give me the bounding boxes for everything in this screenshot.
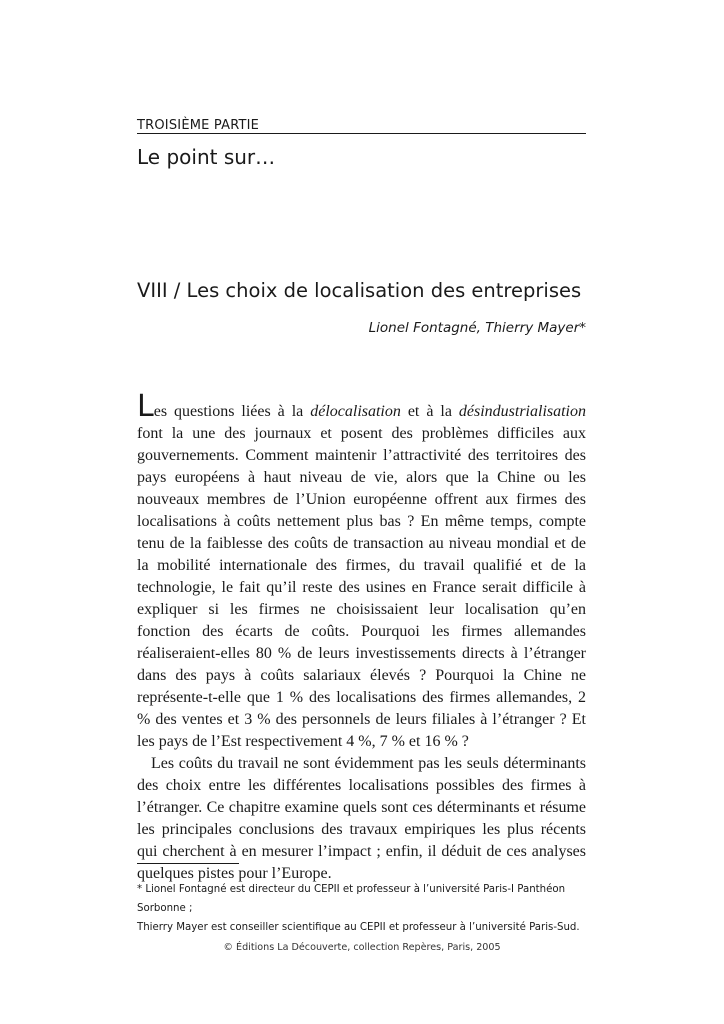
part-label: TROISIÈME PARTIE	[137, 118, 260, 133]
paragraph-text: et à la	[400, 403, 459, 420]
emphasis-term: délocalisation	[310, 403, 401, 420]
footnote-line: * Lionel Fontagné est directeur du CEPII et professeur à l’université Paris-I Panthéon Sorbonne ;	[137, 884, 566, 914]
copyright-notice: © Éditions La Découverte, collection Repères, Paris, 2005	[223, 942, 501, 953]
paragraph-text: font la une des journaux et posent des problèmes difficiles aux gouvernements. Comment maintenir l’attractivité des territoires des pays européens à haut niveau de vie, alors que la Chine ou les nouveaux membres de l’Union européenne offrent aux firmes des localisations à coûts nettement plus bas ? En même temps, compte tenu de la faiblesse des coûts de transaction au niveau mondial et de la mobilité internationale des firmes, du travail qualifié et de la technologie, le fait qu’il reste des usines en France serait difficile à expliquer si les firmes ne choisissaient leur localisation qu’en fonction des écarts de coûts. Pourquoi les firmes allemandes réaliseraient-elles 80 % de leurs investissements directs à l’étranger dans des pays à coûts salariaux élevés ? Pourquoi la Chine ne représente-t-elle que 1 % des localisations des firmes allemandes, 2 % des ventes et 3 % des personnels de leurs filiales à l’étranger ? Et les pays de l’Est respectivement 4 %, 7 % et 16 % ?	[137, 425, 586, 750]
body-paragraph-1	[137, 389, 586, 753]
part-title: Le point sur…	[137, 145, 276, 169]
paragraph-text: es questions liées à la	[153, 403, 311, 420]
body-paragraph-2: Les coûts du travail ne sont évidemment pas les seuls déterminants des choix entre les différentes localisations possibles des firmes à l’étranger. Ce chapitre examine quels sont ces déterminants et résume les principales conclusions des travaux empiriques les plus récents qui cherchent à en mesurer l’impact ; enfin, il déduit de ces analyses quelques pistes pour l’Europe.	[137, 755, 586, 882]
drop-cap: L	[137, 389, 154, 424]
chapter-title: VIII / Les choix de localisation des entreprises	[137, 279, 582, 302]
chapter-body	[137, 389, 586, 885]
emphasis-term: désindustrialisation	[458, 403, 586, 420]
chapter-authors: Lionel Fontagné, Thierry Mayer*	[368, 320, 586, 336]
footnote-line: Thierry Mayer est conseiller scientifique au CEPII et professeur à l’université Paris-Sud.	[137, 922, 580, 933]
footnote	[137, 880, 597, 937]
part-divider	[137, 133, 586, 134]
footnote-divider	[137, 863, 239, 864]
